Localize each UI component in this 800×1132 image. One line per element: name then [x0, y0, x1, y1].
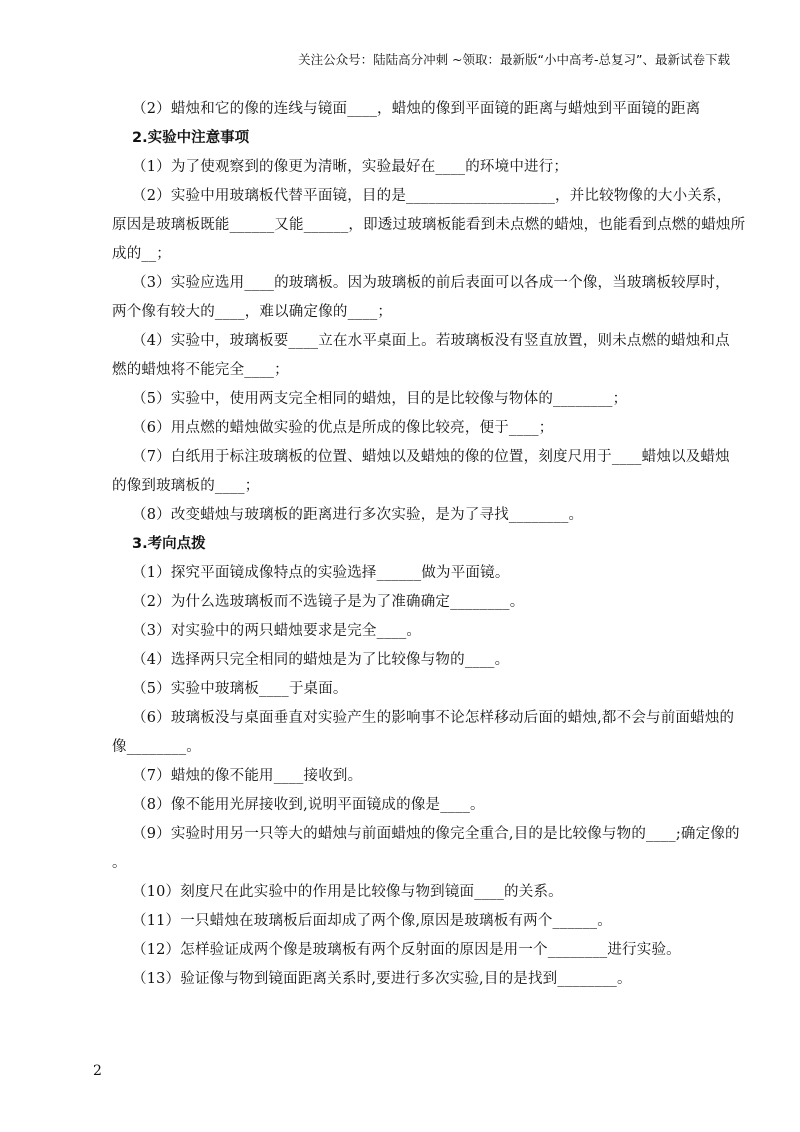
text-line: （9）实验时用另一只等大的蜡烛与前面蜡烛的像完全重合,目的是比较像与物的____;确定像的: [132, 826, 740, 842]
section-heading: 3.考向点拨: [132, 536, 206, 552]
text-line: （5）实验中，使用两支完全相同的蜡烛，目的是比较像与物体的________；: [132, 391, 628, 407]
text-line: （2）蜡烛和它的像的连线与镜面____，蜡烛的像到平面镜的距离与蜡烛到平面镜的距离: [132, 101, 701, 117]
page-header: 关注公众号：陆陆高分冲刺 ~领取：最新版“小中高考-总复习”、最新试卷下载: [298, 52, 730, 67]
text-line: （3）对实验中的两只蜡烛要求是完全____。: [132, 623, 422, 639]
text-line: （4）实验中，玻璃板要____立在水平桌面上。若玻璃板没有竖直放置，则未点燃的蜡烛和点: [132, 333, 730, 349]
text-line: （8）改变蜡烛与玻璃板的距离进行多次实验，是为了寻找________。: [132, 507, 584, 523]
text-line: 成的__；: [112, 246, 171, 262]
text-line: （5）实验中玻璃板____于桌面。: [132, 681, 348, 697]
text-line: （2）为什么选玻璃板而不选镜子是为了准确确定________。: [132, 594, 525, 610]
text-line: （11）一只蜡烛在玻璃板后面却成了两个像,原因是玻璃板有两个______。: [132, 913, 612, 929]
text-line: （1）探究平面镜成像特点的实验选择______做为平面镜。: [132, 565, 510, 581]
document-body: [112, 95, 746, 994]
text-line: 。: [112, 855, 127, 871]
text-line: 原因是玻璃板既能______又能______，即透过玻璃板能看到未点燃的蜡烛，也能看到点燃的蜡烛所: [112, 217, 746, 233]
page-number: 2: [93, 1063, 102, 1079]
text-line: 燃的蜡烛将不能完全____；: [112, 362, 289, 378]
text-line: 两个像有较大的____，难以确定像的____；: [112, 304, 393, 320]
text-line: （12）怎样验证成两个像是玻璃板有两个反射面的原因是用一个________进行实验。: [132, 942, 681, 958]
text-line: （13）验证像与物到镜面距离关系时,要进行多次实验,目的是找到________。: [132, 971, 632, 987]
text-line: （6）玻璃板没与桌面垂直对实验产生的影响事不论怎样移动后面的蜡烛,都不会与前面蜡烛的: [132, 710, 735, 726]
text-line: （6）用点燃的蜡烛做实验的优点是所成的像比较亮，便于____；: [132, 420, 554, 436]
text-line: （7）蜡烛的像不能用____接收到。: [132, 768, 363, 784]
text-line: 像________。: [112, 739, 201, 755]
text-line: （1）为了使观察到的像更为清晰，实验最好在____的环境中进行；: [132, 159, 569, 175]
section-heading: 2.实验中注意事项: [132, 130, 250, 146]
text-line: （7）白纸用于标注玻璃板的位置、蜡烛以及蜡烛的像的位置，刻度尺用于____蜡烛以及蜡烛: [132, 449, 730, 465]
text-line: （3）实验应选用____的玻璃板。因为玻璃板的前后表面可以各成一个像，当玻璃板较厚时，: [132, 275, 730, 291]
text-line: （10）刻度尺在此实验中的作用是比较像与物到镜面____的关系。: [132, 884, 563, 900]
text-line: （4）选择两只完全相同的蜡烛是为了比较像与物的____。: [132, 652, 510, 668]
text-line: （2）实验中用玻璃板代替平面镜，目的是____________________，并比较物像的大小关系，: [132, 188, 732, 204]
text-line: （8）像不能用光屏接收到,说明平面镜成的像是____。: [132, 797, 485, 813]
text-line: 的像到玻璃板的____；: [112, 478, 260, 494]
